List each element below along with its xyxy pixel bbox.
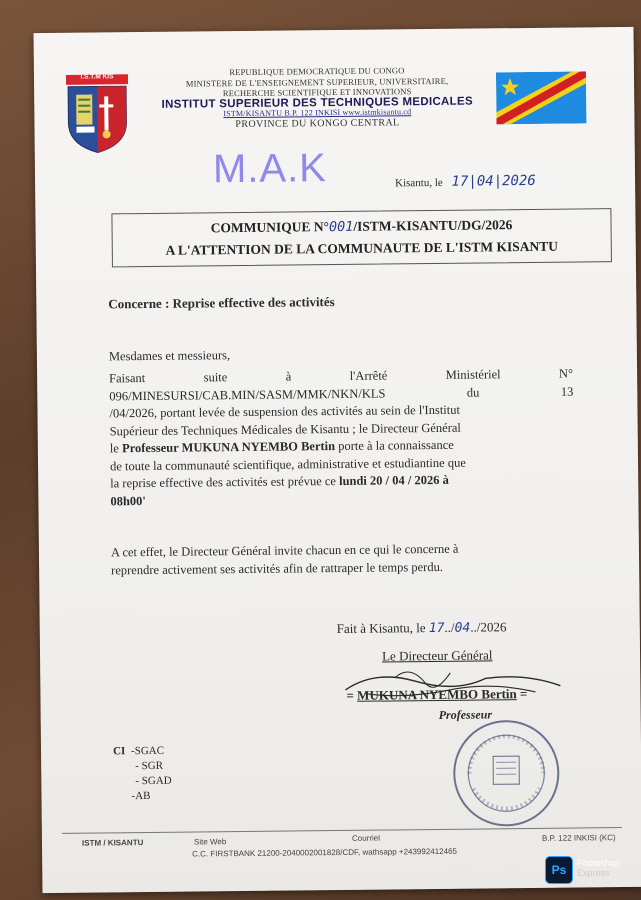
photoshop-express-icon: Ps	[545, 856, 573, 884]
footer-bank-line: C.C. FIRSTBANK 21200-2040002001828/CDF, wathsapp +243992412465	[192, 846, 457, 859]
drc-flag	[496, 71, 587, 124]
paragraph-2	[111, 539, 581, 579]
cc-item: - SGAD	[135, 774, 172, 788]
fait-month: 04	[454, 620, 471, 636]
header-address-link[interactable]: ISTM/KISANTU B.P. 122 INKISI www.istmkisantu.cd	[223, 107, 412, 119]
resumption-date: lundi 20 / 04 / 2026 à	[338, 472, 449, 488]
cc-item: -SGAC	[130, 744, 165, 758]
cc-block	[113, 744, 172, 805]
p2-line2: reprendre activement ses activités afin de rattraper le temps perdu.	[111, 559, 443, 577]
footer-right: B.P. 122 INKISI (KC)	[541, 833, 616, 843]
communique-audience: A L'ATTENTION DE LA COMMUNAUTE DE L'ISTM KISANTU	[165, 238, 559, 258]
header-republic: REPUBLIQUE DEMOCRATIQUE DU CONGO	[229, 65, 405, 78]
p1-word: du	[466, 385, 480, 400]
p1-text: le	[109, 441, 119, 456]
director-name-inline: Professeur MUKUNA NYEMBO Bertin	[121, 439, 336, 456]
ps-line1: Photoshop	[577, 858, 621, 868]
p1-line6: de toute la communauté scientifique, administrative et estudiantine que	[109, 455, 466, 473]
footer-divider	[62, 827, 622, 834]
communique-suffix: /ISTM-KISANTU/DG/2026	[353, 217, 513, 234]
p1-word: Ministériel	[445, 367, 501, 382]
p1-text: porte à la connaissance	[338, 437, 454, 453]
p1-word: N°	[558, 366, 574, 381]
header-research: RECHERCHE SCIENTIFIQUE ET INNOVATIONS	[222, 86, 412, 99]
director-role: Professeur	[438, 707, 493, 722]
salutation: Mesdames et messieurs,	[108, 348, 231, 364]
footer-left: ISTM / KISANTU	[81, 838, 144, 848]
footer-site-label: Site Web	[193, 837, 227, 847]
communique-box	[111, 208, 612, 267]
director-name-text: MUKUNA NYEMBO Bertin	[357, 686, 517, 703]
document-page	[34, 27, 641, 893]
communique-prefix: COMMUNIQUE N°	[210, 219, 330, 236]
header-province: PROVINCE DU KONGO CENTRAL	[235, 116, 400, 130]
logo-label: I.S.T.M KIS	[80, 73, 114, 81]
arrete-reference: 096/MINESURSI/CAB.MIN/SASM/MMK/NKN/KLS	[109, 386, 386, 403]
fait-year: 2026	[480, 619, 507, 635]
fait-day: 17	[428, 620, 445, 637]
date-handwritten: 17|04|2026	[451, 172, 536, 190]
p1-word: l'Arrêté	[349, 368, 388, 383]
director-name: = MUKUNA NYEMBO Bertin =	[346, 686, 528, 703]
cc-item: -AB	[131, 789, 151, 803]
p1-line3: /04/2026, portant levée de suspension des activités au sein de l'Institut	[109, 402, 461, 421]
communique-number: 001	[328, 218, 354, 236]
header-block	[142, 64, 493, 131]
watermark-text: M.A.K	[212, 146, 328, 192]
photoshop-express-label	[577, 858, 620, 878]
resumption-time: 08h00'	[110, 493, 146, 508]
ps-line2: Express	[577, 868, 610, 878]
date-prefix: Kisantu, le	[395, 176, 443, 190]
date-line	[395, 173, 536, 190]
p2-line1: A cet effet, le Directeur Général invite chacun en ce qui le concerne à	[110, 541, 459, 560]
header-institute: INSTITUT SUPERIEUR DES TECHNIQUES MEDICALES	[161, 95, 473, 111]
cc-label: CI	[112, 745, 126, 758]
footer-mail-label: Courriel	[351, 833, 381, 843]
cc-item: - SGR	[135, 759, 164, 773]
p1-word: Faisant	[109, 371, 146, 386]
p1-word: suite	[203, 370, 228, 385]
director-title: Le Directeur Général	[381, 647, 493, 664]
concerne-line: Concerne : Reprise effective des activités	[108, 294, 335, 312]
institute-logo	[64, 74, 131, 155]
header-ministry: MINISTERE DE L'ENSEIGNEMENT SUPERIEUR, UNIVERSITAIRE,	[185, 75, 449, 89]
fait-prefix: Fait à Kisantu, le	[336, 620, 426, 637]
official-stamp-icon	[451, 718, 562, 829]
fait-line: Fait à Kisantu, le 17../04../2026	[336, 619, 507, 637]
p1-text: la reprise effective des activités est prévue ce	[110, 474, 336, 491]
paragraph-1	[109, 366, 574, 511]
p1-line4: Supérieur des Techniques Médicales de Kisantu ; le Directeur Général	[109, 420, 461, 438]
p1-word: à	[285, 369, 292, 384]
p1-word: 13	[560, 384, 574, 399]
